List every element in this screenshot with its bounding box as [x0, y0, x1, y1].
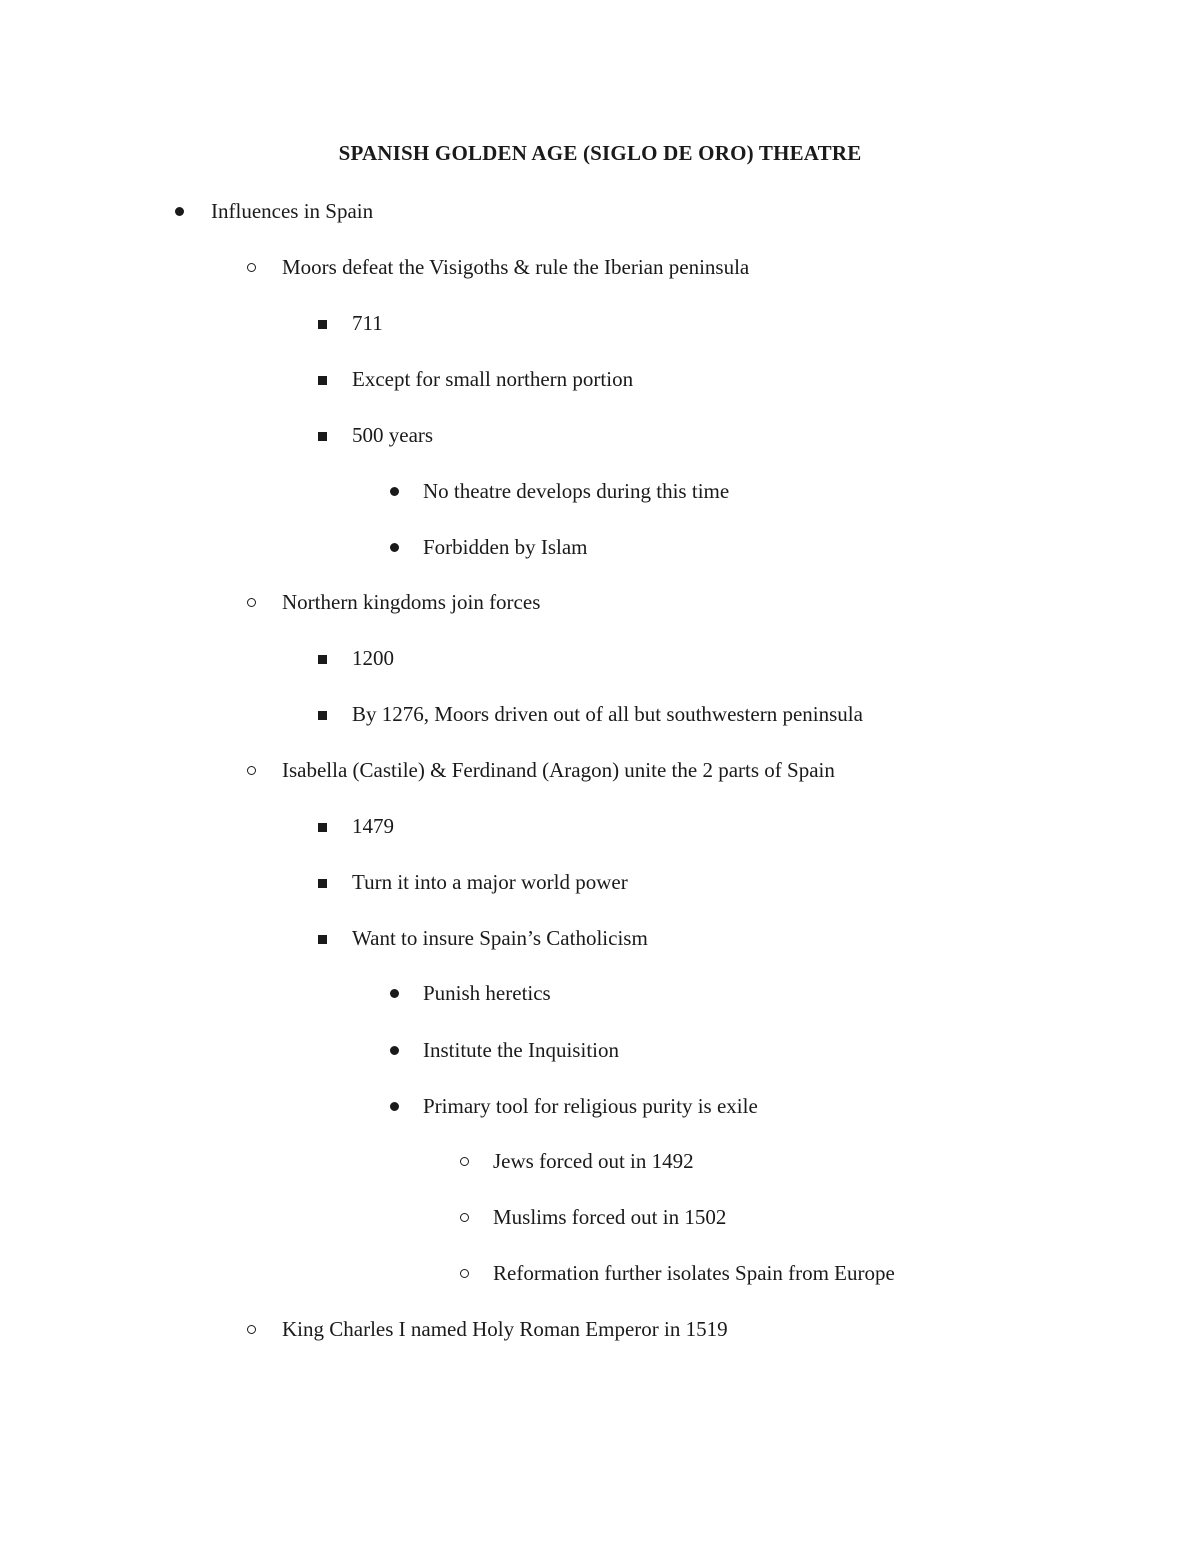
list-item-text: No theatre develops during this time: [423, 479, 730, 503]
list-item-text: Primary tool for religious purity is exile: [423, 1094, 758, 1118]
list-item-text: Influences in Spain: [211, 199, 374, 223]
list-item: [318, 813, 394, 839]
disc-bullet-icon: [390, 543, 399, 552]
square-bullet-icon: [318, 823, 327, 832]
disc-bullet-icon: [390, 1102, 399, 1111]
list-item-text: Northern kingdoms join forces: [282, 590, 541, 614]
square-bullet-icon: [318, 376, 327, 385]
list-item-text: 711: [352, 311, 383, 335]
list-item: [460, 1204, 726, 1230]
list-item-text: By 1276, Moors driven out of all but southwestern peninsula: [352, 702, 863, 726]
list-item-text: Turn it into a major world power: [352, 870, 628, 894]
list-item-text: Isabella (Castile) & Ferdinand (Aragon) unite the 2 parts of Spain: [282, 758, 835, 782]
list-item: [247, 1316, 728, 1342]
list-item-text: 1479: [352, 814, 394, 838]
disc-bullet-icon: [390, 487, 399, 496]
list-item: [460, 1260, 895, 1286]
list-item: [318, 869, 628, 895]
circle-bullet-icon: [247, 766, 256, 775]
circle-bullet-icon: [460, 1269, 469, 1278]
list-item: [318, 366, 633, 392]
square-bullet-icon: [318, 432, 327, 441]
page-title: SPANISH GOLDEN AGE (SIGLO DE ORO) THEATRE: [338, 141, 862, 165]
list-item: [247, 589, 540, 615]
list-item-text: Want to insure Spain’s Catholicism: [352, 926, 648, 950]
list-item: [247, 254, 749, 280]
circle-bullet-icon: [460, 1213, 469, 1222]
list-item: [318, 925, 648, 951]
square-bullet-icon: [318, 879, 327, 888]
list-item-text: Reformation further isolates Spain from Europe: [493, 1261, 895, 1285]
disc-bullet-icon: [390, 989, 399, 998]
list-item: [390, 1037, 619, 1063]
circle-bullet-icon: [247, 263, 256, 272]
circle-bullet-icon: [460, 1157, 469, 1166]
list-item: [390, 1093, 758, 1119]
list-item: [460, 1148, 694, 1174]
circle-bullet-icon: [247, 598, 256, 607]
list-item: [318, 701, 863, 727]
list-item: [247, 757, 835, 783]
list-item: [318, 310, 383, 336]
list-item-text: Except for small northern portion: [352, 367, 634, 391]
list-item-text: Jews forced out in 1492: [493, 1149, 694, 1173]
list-item-text: Institute the Inquisition: [423, 1038, 619, 1062]
circle-bullet-icon: [247, 1325, 256, 1334]
list-item: [390, 980, 551, 1006]
square-bullet-icon: [318, 935, 327, 944]
square-bullet-icon: [318, 711, 327, 720]
disc-bullet-icon: [390, 1046, 399, 1055]
list-item: [390, 534, 587, 560]
disc-bullet-icon: [175, 207, 184, 216]
list-item-text: Muslims forced out in 1502: [493, 1205, 727, 1229]
list-item: [390, 478, 729, 504]
list-item: [318, 422, 433, 448]
list-item-text: 1200: [352, 646, 394, 670]
list-item: [175, 198, 373, 224]
list-item-text: King Charles I named Holy Roman Emperor in 1519: [282, 1317, 728, 1341]
list-item-text: Moors defeat the Visigoths & rule the Iberian peninsula: [282, 255, 750, 279]
square-bullet-icon: [318, 655, 327, 664]
square-bullet-icon: [318, 320, 327, 329]
list-item-text: 500 years: [352, 423, 434, 447]
list-item: [318, 645, 394, 671]
list-item-text: Punish heretics: [423, 981, 551, 1005]
list-item-text: Forbidden by Islam: [423, 535, 588, 559]
